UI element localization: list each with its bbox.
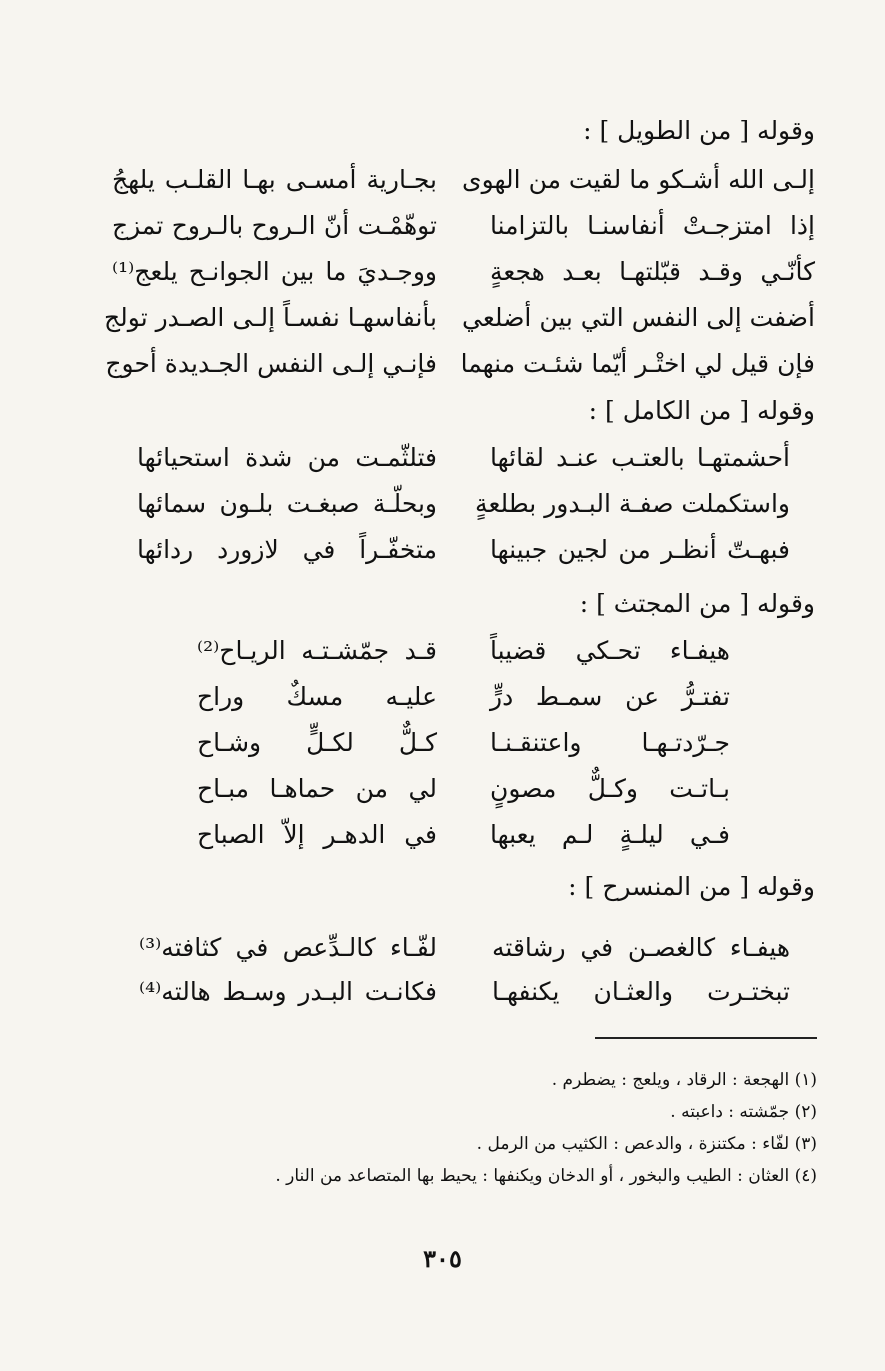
verse-row — [0, 481, 885, 527]
verse-second-hemistich: متخفّـراً في لازورد ردائها — [137, 535, 437, 564]
footnote: (٢) جمّشته : داعبته . — [670, 1102, 817, 1122]
verse-second-hemistich: فإنـي إلـى النفس الجـديدة أحوج — [105, 349, 437, 378]
verse-row — [0, 295, 885, 341]
verse-first-hemistich: تفتـرُّ عن سمـط درٍّ — [490, 682, 730, 711]
page-number: ٣٠٥ — [423, 1244, 462, 1273]
verse-row — [0, 527, 885, 573]
verse-first-hemistich: تبختـرت والعثـان يكنفهـا — [492, 977, 790, 1006]
verse-second-hemistich: ووجـديَ ما بين الجوانـح يلعج⁽¹⁾ — [112, 257, 437, 286]
verse-first-hemistich: أحشمتهـا بالعتـب عنـد لقائها — [490, 443, 790, 472]
verse-row — [0, 674, 885, 720]
footnote: (١) الهجعة : الرقاد ، ويلعج : يضطرم . — [551, 1070, 817, 1090]
verse-first-hemistich: هيفـاء تحـكي قضيباً — [490, 636, 730, 665]
verse-row — [0, 720, 885, 766]
verse-row — [0, 203, 885, 249]
verse-row — [0, 628, 885, 674]
verse-first-hemistich: فبهـتّ أنظـر من لجين جبينها — [490, 535, 790, 564]
section-heading: وقوله [ من المنسرح ] : — [568, 872, 815, 901]
verse-second-hemistich: فكانـت البـدر وسـط هالته⁽⁴⁾ — [139, 977, 437, 1006]
verse-second-hemistich: عليـه مسكٌ وراح — [197, 682, 437, 711]
section-heading: وقوله [ من الطويل ] : — [583, 116, 815, 145]
verse-first-hemistich: هيفـاء كالغصـن في رشاقته — [492, 933, 790, 962]
verse-first-hemistich: كأنّـي وقـد قبّلتهـا بعـد هجعةٍ — [490, 257, 815, 286]
verse-first-hemistich: بـاتـت وكـلٌّ مصونٍ — [490, 774, 730, 803]
verse-first-hemistich: جـرّدتـهـا واعتنقـنـا — [490, 728, 730, 757]
footnote-divider — [595, 1037, 817, 1039]
verse-first-hemistich: إلـى الله أشـكو ما لقيت من الهوى — [462, 165, 815, 194]
verse-first-hemistich: أضفت إلى النفس التي بين أضلعي — [462, 303, 815, 332]
verse-row — [0, 766, 885, 812]
verse-second-hemistich: بأنفاسهـا نفسـاً إلـى الصـدر تولج — [104, 303, 437, 332]
section-heading: وقوله [ من الكامل ] : — [588, 396, 815, 425]
verse-row — [0, 157, 885, 203]
verse-row — [0, 812, 885, 858]
verse-second-hemistich: وبحلّـة صبغـت بلـون سمائها — [137, 489, 437, 518]
verse-second-hemistich: فتلثّمـت من شدة استحيائها — [137, 443, 437, 472]
verse-row — [0, 341, 885, 387]
verse-second-hemistich: لفّـاء كالـدِّعص في كثافته⁽³⁾ — [139, 933, 437, 962]
section-heading: وقوله [ من المجتث ] : — [579, 589, 815, 618]
verse-second-hemistich: في الدهـر إلاّ الصباح — [197, 820, 437, 849]
verse-first-hemistich: واستكملت صفـة البـدور بطلعةٍ — [475, 489, 790, 518]
verse-second-hemistich: توهّمْـت أنّ الـروح بالـروح تمزج — [112, 211, 437, 240]
verse-second-hemistich: بجـارية أمسـى بهـا القلـب يلهجُ — [112, 165, 437, 194]
verse-first-hemistich: إذا امتزجـتْ أنفاسنـا بالتزامنا — [490, 211, 815, 240]
verse-first-hemistich: فإن قيل لي اختْـر أيّما شئـت منهما — [460, 349, 815, 378]
verse-second-hemistich: لي من حماهـا مبـاح — [197, 774, 437, 803]
verse-second-hemistich: كـلٌّ لكـلٍّ وشـاح — [197, 728, 437, 757]
verse-first-hemistich: فـي ليلـةٍ لـم يعبها — [490, 820, 730, 849]
verse-row — [0, 435, 885, 481]
footnote: (٤) العثان : الطيب والبخور ، أو الدخان ويكنفها : يحيط بها المتصاعد من النار . — [275, 1166, 817, 1186]
footnote: (٣) لفّاء : مكتنزة ، والدعص : الكثيب من الرمل . — [476, 1134, 817, 1154]
verse-row — [0, 249, 885, 295]
verse-row — [0, 925, 885, 971]
verse-second-hemistich: قـد جمّشـتـه الريـاح⁽²⁾ — [197, 636, 437, 665]
verse-row — [0, 969, 885, 1015]
